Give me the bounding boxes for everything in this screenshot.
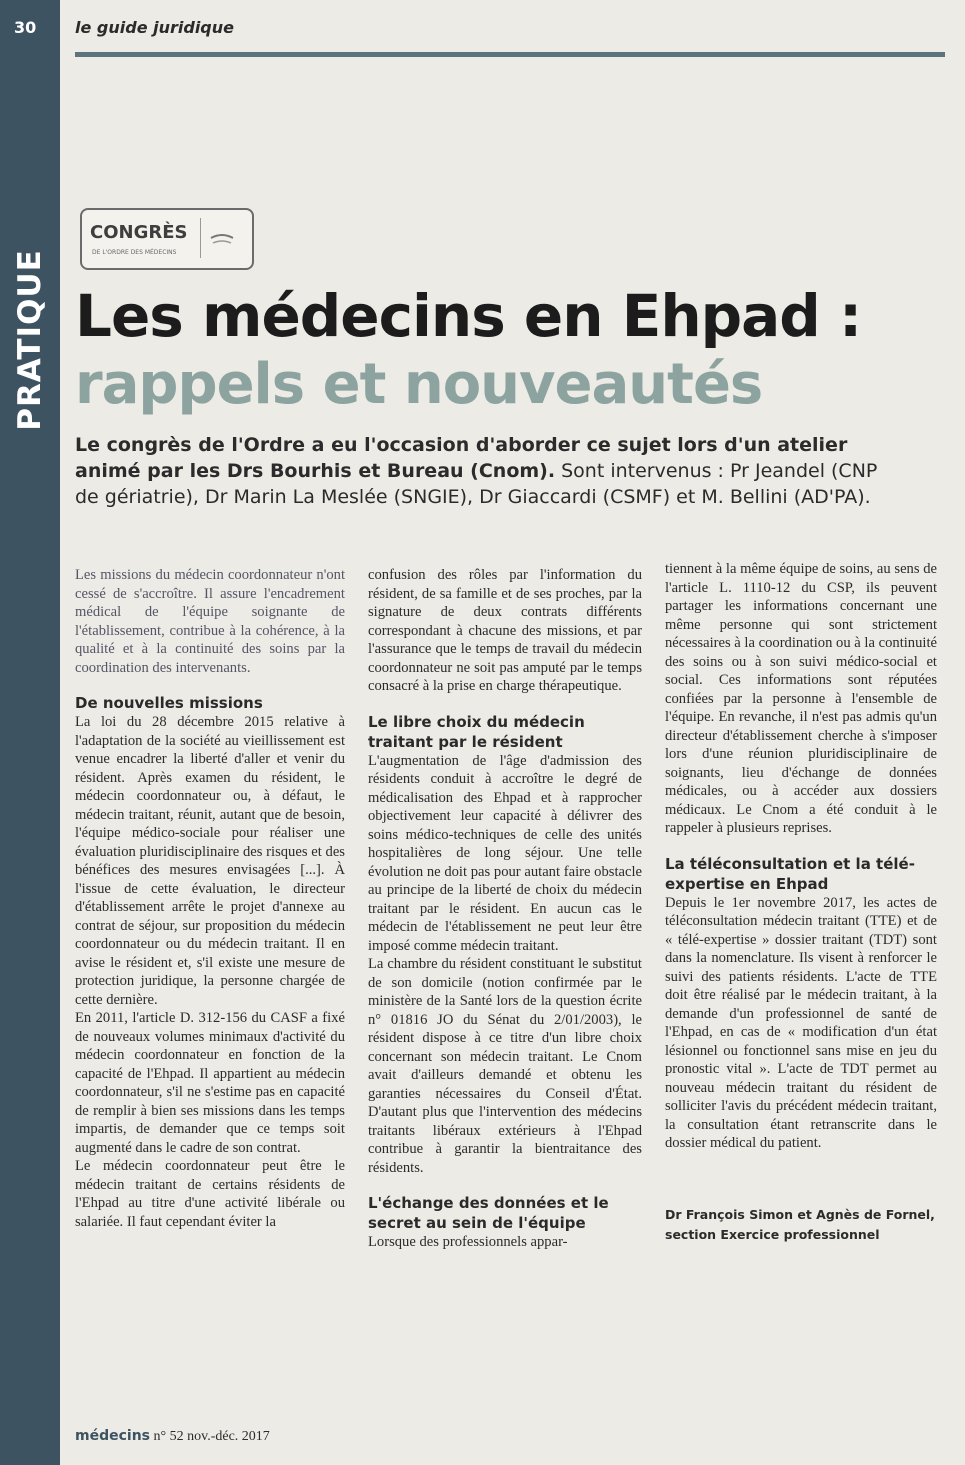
header-rule [75, 52, 945, 57]
page-number: 30 [14, 18, 37, 37]
paragraph: La chambre du résident constituant le substitut de son domicile (notion confirmée par le ministère de la Santé lors de la question écrite n° 01816 JO du Sénat du 2/01/2003), le résident dispose à ce titre d'un libre choix concernant son médecin traitant. Le Cnom avait d'ailleurs demandé et obtenu les garanties nécessaires du Conseil d'État. D'autant plus que l'intervention des médecins traitants libéraux extérieurs à l'Ehpad contribue à garantir la bientraitance des résidents. [368, 956, 642, 1176]
article-subtitle: rappels et nouveautés [75, 352, 763, 417]
paragraph: tiennent à la même équipe de soins, au sens de l'article L. 1110-12 du CSP, ils peuvent partager les informations concernant une même personne qui sont strictement nécessaires à la coordination ou à la continuité des soins ou à son suivi médico-social et social. Ces informations sont réputées confiées par la personne à l'ensemble de l'équipe. En revanche, il n'est pas admis qu'un directeur d'établissement cherche à s'imposer lors d'une réunion pluridisciplinaire de soignants, lieu d'échange de données médicales, ou à accéder aux dossiers médicaux. Le Cnom a été conduit à le rappeler à plusieurs reprises. [665, 561, 937, 836]
sidebar-band [0, 0, 60, 1465]
section-label-text: PRATIQUE [12, 249, 48, 431]
badge-title: CONGRÈS [90, 222, 188, 243]
subheading-echange-donnees: L'échange des données et le secret au sein de l'équipe [368, 1194, 609, 1232]
ordre-logo-icon [200, 218, 243, 258]
subheading-nouvelles-missions: De nouvelles missions [75, 694, 263, 712]
paragraph: Le médecin coordonnateur peut être le médecin traitant de certains résidents de l'Ehpad au titre d'une activité libérale ou salariée. Il faut cependant éviter la [75, 1158, 345, 1230]
author-signature: Dr François Simon et Agnès de Fornel, section Exercice professionnel [665, 1206, 935, 1242]
paragraph: confusion des rôles par l'information du résident, de sa famille et de ses proches, par la signature de deux contrats différents correspondant à chacune des missions, et par l'assurance que le temps de travail du médecin coordonnateur ne soit pas amputé par le temps consacré à la prise en charge thérapeutique. [368, 567, 642, 694]
issue-info: n° 52 nov.-déc. 2017 [153, 1429, 270, 1444]
subheading-libre-choix: Le libre choix du médecin traitant par le résident [368, 712, 585, 751]
section-label [8, 250, 52, 430]
congres-badge [80, 208, 254, 270]
magazine-name: médecins [75, 1428, 150, 1444]
page-footer [75, 1428, 270, 1445]
paragraph: Lorsque des professionnels appar- [368, 1234, 568, 1250]
article-lead [75, 432, 885, 510]
paragraph: L'augmentation de l'âge d'admission des résidents conduit à accroître le degré de médicalisation des Ehpad et à rapprocher objectivement leur capacité à délivrer des soins médico-techniques de celle des unités hospitalières de long séjour. Une telle évolution ne doit pas pour autant faire obstacle au principe de la liberté de choix du médecin traitant par le résident. En aucun cas le médecin de l'établissement ne peut leur être imposé comme médecin traitant. [368, 752, 642, 954]
column-2 [368, 566, 642, 1252]
paragraph: En 2011, l'article D. 312-156 du CASF a fixé de nouveaux volumes minimaux d'activité du médecin coordonnateur en fonction de la capacité de l'Ehpad. Il appartient au médecin coordonnateur, s'il ne s'estime pas en capacité de remplir à bien ses missions dans les temps impartis, de demander que ce temps soit augmenté dans le cadre de son contrat. [75, 1010, 345, 1156]
running-head: le guide juridique [75, 18, 234, 37]
paragraph: Depuis le 1er novembre 2017, les actes de téléconsultation médecin traitant (TTE) et de « télé-expertise » dossier traitant (TDT) sont dans la nomenclature. Ils visent à renforcer le suivi des patients résidents. L'acte de TTE doit être réalisé par le médecin traitant, à la demande d'un professionnel de santé de l'Ehpad, en cas de « modification d'un état lésionnel ou fonctionnel sans mise en jeu du pronostic vital ». L'acte de TDT permet au nouveau médecin traitant du résident de solliciter l'avis du précédent médecin traitant, la consultation étant retranscrite dans le dossier médical du patient. [665, 894, 937, 1151]
paragraph: La loi du 28 décembre 2015 relative à l'adaptation de la société au vieillissement est venue encadrer la liberté d'aller et venir du résident. Après examen du résident, le médecin coordonnateur ou, à défaut, le médecin traitant, réunit, autant que de besoin, l'équipe médico-sociale pour réaliser une évaluation pluridisciplinaire des risques et des bénéfices des mesures envisagées [...]. À l'issue de cette évaluation, le directeur d'établissement arrête le projet d'annexe au contrat de séjour, sur proposition du médecin coordonnateur ou du médecin traitant. Il en avise le résident et, s'il existe une mesure de protection juridique, la personne chargée de cette dernière. [75, 714, 345, 1008]
article-title: Les médecins en Ehpad : [75, 282, 862, 350]
intro-paragraph: Les missions du médecin coordonnateur n'ont cessé de s'accroître. Il assure l'encadrement médical de l'équipe soignante de l'établissement, contribue à la cohérence, à la qualité et à la continuité des soins par la coordination des intervenants. [75, 567, 345, 676]
lead-bold: Le congrès de l'Ordre a eu l'occasion d'aborder ce sujet lors d'un atelier animé par les Drs Bourhis et Bureau (Cnom). [75, 434, 848, 482]
badge-subtitle: DE L'ORDRE DES MÉDECINS [92, 249, 177, 256]
column-3 [665, 560, 937, 1245]
lead-rest: Sont intervenus : Pr Jeandel (CNP de gériatrie), Dr Marin La Meslée (SNGIE), Dr Giaccardi (CSMF) et M. Bellini (AD'PA). [75, 460, 878, 508]
column-1 [75, 566, 345, 1231]
subheading-teleconsultation: La téléconsultation et la télé-expertise en Ehpad [665, 854, 915, 893]
